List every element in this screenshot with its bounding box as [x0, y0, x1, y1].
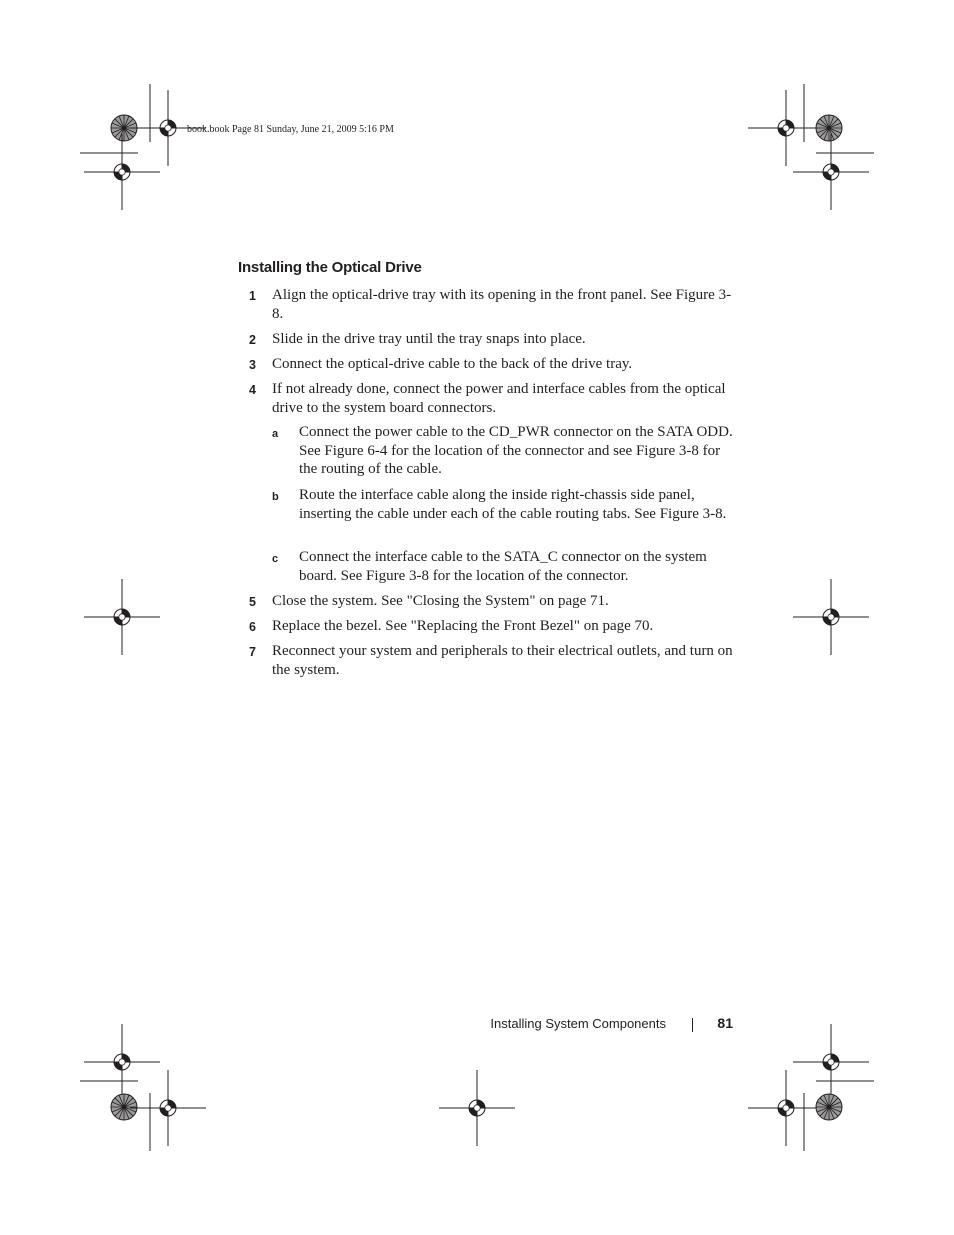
footer-divider: [692, 1018, 693, 1032]
substep-letter: a: [272, 428, 279, 440]
step-text: Replace the bezel. See "Replacing the Front Bezel" on page 70.: [272, 618, 654, 634]
page-number: 81: [717, 1015, 733, 1031]
substep-text: Connect the power cable to the CD_PWR connector on the SATA ODD. See Figure 6-4 for the location of the connector and see Figure 3-8 for the routing of the cable.: [299, 424, 733, 478]
substep-text: Connect the interface cable to the SATA_C connector on the system board. See Figure 3-8 for the location of the connector.: [299, 549, 707, 584]
substep-letter: b: [272, 491, 279, 503]
section-heading: Installing the Optical Drive: [238, 259, 422, 276]
step-text: If not already done, connect the power and interface cables from the optical drive to the system board connectors.: [272, 381, 726, 416]
footer-section-title: Installing System Components: [490, 1016, 666, 1031]
step-number: 3: [249, 358, 256, 372]
step-text: Slide in the drive tray until the tray snaps into place.: [272, 331, 586, 347]
step-number: 4: [249, 383, 256, 397]
step-number: 2: [249, 333, 256, 347]
step-text: Connect the optical-drive cable to the back of the drive tray.: [272, 356, 633, 372]
step-text: Close the system. See "Closing the System" on page 71.: [272, 593, 609, 609]
step-number: 6: [249, 620, 256, 634]
step-text: Reconnect your system and peripherals to their electrical outlets, and turn on the system.: [272, 643, 733, 678]
print-slug: book.book Page 81 Sunday, June 21, 2009 5:16 PM: [187, 124, 394, 135]
step-text: Align the optical-drive tray with its opening in the front panel. See Figure 3-8.: [272, 287, 732, 322]
step-number: 5: [249, 595, 256, 609]
substep-letter: c: [272, 553, 279, 565]
step-number: 7: [249, 645, 256, 659]
step-number: 1: [249, 289, 256, 303]
substep-text: Route the interface cable along the inside right-chassis side panel, inserting the cable under each of the cable routing tabs. See Figure 3-8.: [299, 487, 727, 522]
